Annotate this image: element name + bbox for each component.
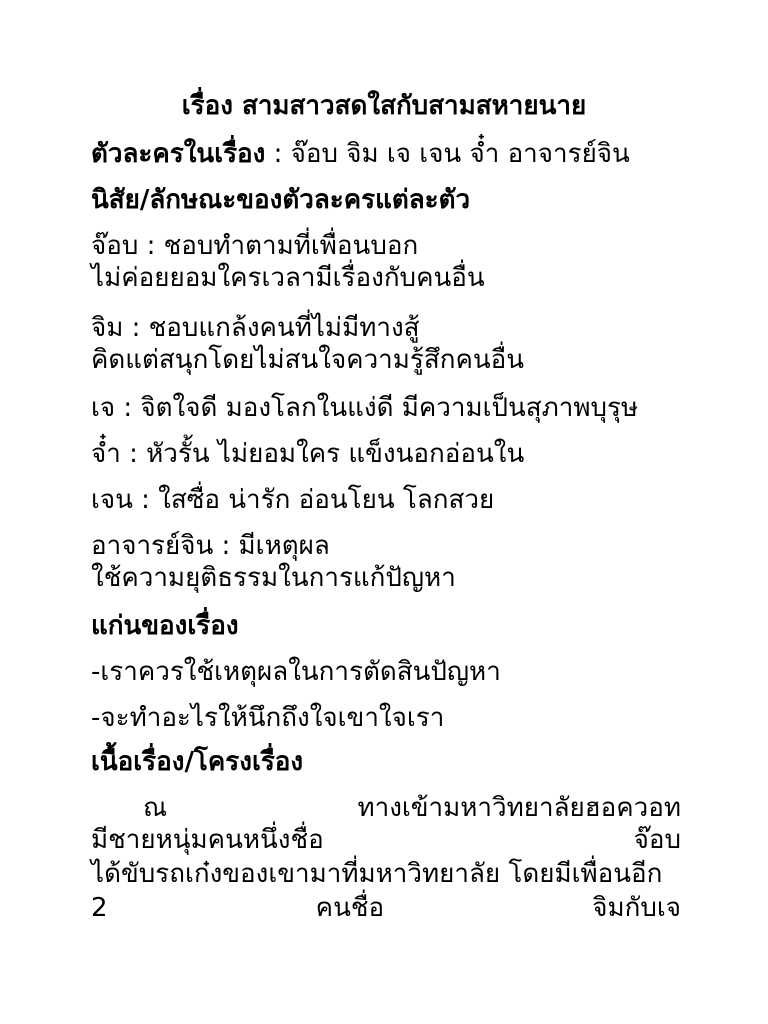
theme-line-2: -จะทำอะไรให้นึกถึงใจเขาใจเรา bbox=[91, 703, 445, 733]
characters-heading: ตัวละครในเรื่อง bbox=[91, 139, 266, 169]
plot-line-4-part-a: 2 bbox=[91, 893, 108, 923]
plot-line-4-part-b: คนชื่อ bbox=[315, 893, 385, 923]
characters-list: : จ๊อบ จิม เจ เจน จ๋ำ อาจารย์จิน bbox=[265, 139, 630, 169]
trait-job-line-2: ไม่ค่อยยอมใครเวลามีเรื่องกับคนอื่น bbox=[91, 263, 485, 293]
trait-jay-line: เจ : จิตใจดี มองโลกในแง่ดี มีความเป็นสุภาพบุรุษ bbox=[91, 393, 639, 423]
trait-jim-line-2: คิดแต่สนุกโดยไม่สนใจความรู้สึกคนอื่น bbox=[91, 345, 525, 375]
plot-line-1-part-a: ณ bbox=[143, 793, 168, 823]
plot-line-2-part-a: มีชายหนุ่มคนหนึ่งชื่อ bbox=[91, 825, 324, 855]
trait-jam-line: จ๋ำ : หัวรั้น ไม่ยอมใคร แข็งนอกอ่อนใน bbox=[91, 439, 525, 469]
trait-teacher-line-1: อาจารย์จิน : มีเหตุผล bbox=[91, 531, 330, 561]
trait-jen-line: เจน : ใสซื่อ น่ารัก อ่อนโยน โลกสวย bbox=[91, 485, 495, 515]
plot-line-2 bbox=[91, 822, 681, 858]
plot-line-4-part-c: จิมกับเจ bbox=[592, 893, 681, 923]
characters-line bbox=[91, 136, 681, 172]
trait-jim-line-1: จิม : ชอบแกล้งคนที่ไม่มีทางสู้ bbox=[91, 313, 420, 343]
plot-line-2-part-b: จ๊อบ bbox=[633, 825, 681, 855]
trait-job-line-1: จ๊อบ : ชอบทำตามที่เพื่อนบอก bbox=[91, 231, 419, 261]
plot-line-3: ได้ขับรถเก๋งของเขามาที่มหาวิทยาลัย โดยมีเพื่อนอีก bbox=[91, 859, 663, 889]
plot-line-1-part-b: ทางเข้ามหาวิทยาลัยฮอควอท bbox=[357, 793, 681, 823]
theme-line-1: -เราควรใช้เหตุผลในการตัดสินปัญหา bbox=[91, 657, 501, 687]
trait-teacher-line-2: ใช้ความยุติธรรมในการแก้ปัญหา bbox=[91, 563, 456, 593]
plot-line-1 bbox=[91, 790, 681, 826]
traits-heading: นิสัย/ลักษณะของตัวละครแต่ละตัว bbox=[91, 185, 471, 215]
document-title: เรื่อง สามสาวสดใสกับสามสหายนาย bbox=[181, 91, 587, 121]
plot-line-4 bbox=[91, 890, 681, 926]
plot-heading: เนื้อเรื่อง/โครงเรื่อง bbox=[91, 747, 304, 777]
theme-heading: แก่นของเรื่อง bbox=[91, 611, 239, 641]
